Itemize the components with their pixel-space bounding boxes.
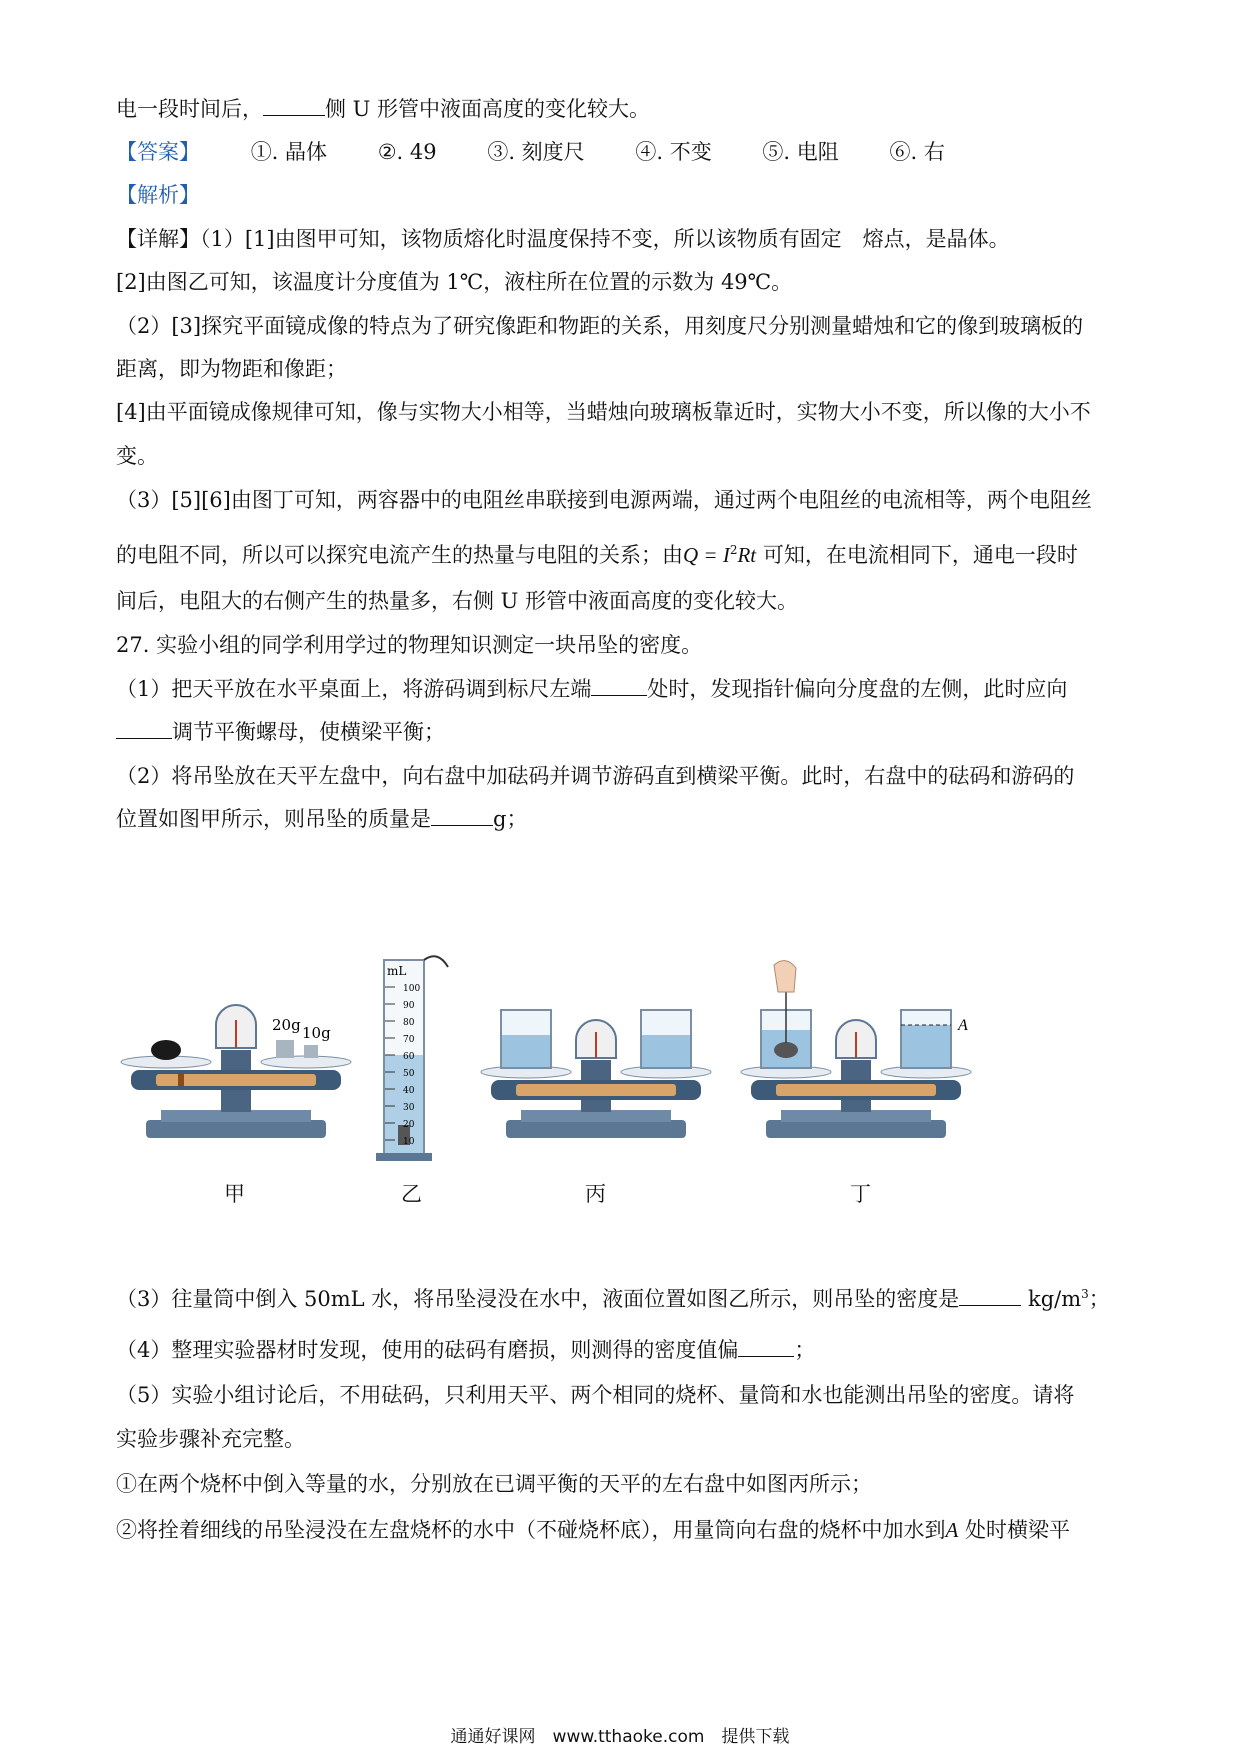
text-line (116, 95, 650, 123)
cylinder-tick-label: 80 (403, 1018, 415, 1028)
blank (959, 1285, 1021, 1306)
answer-item: ②. 49 (377, 140, 437, 164)
question-line (116, 1280, 1110, 1313)
text: 调节平衡螺母，使横梁平衡； (172, 720, 445, 744)
cylinder-unit: mL (387, 964, 407, 978)
cylinder-tick-label: 50 (403, 1069, 415, 1079)
detail-line: 间后，电阻大的右侧产生的热量多，右侧 U 形管中液面高度的变化较大。 (116, 589, 799, 613)
analysis-label: 【解析】 (116, 183, 200, 207)
blank (263, 95, 325, 116)
detail-line: [2]由图乙可知，该温度计分度值为 1℃，液柱所在位置的示数为 49℃。 (116, 270, 793, 294)
pendant-submerged (774, 1042, 798, 1058)
weight-20g-label: 20g (272, 1016, 301, 1034)
question-line: 实验步骤补充完整。 (116, 1427, 305, 1451)
blank (591, 675, 647, 696)
mark-A: A (945, 1518, 959, 1542)
weight-10g (304, 1045, 318, 1058)
cylinder-tick-label: 10 (403, 1137, 415, 1147)
figure-label-ding: 丁 (850, 1182, 871, 1206)
rider (178, 1074, 184, 1086)
left-water (502, 1035, 550, 1067)
detail-line: 变。 (116, 444, 158, 468)
blank (738, 1336, 794, 1357)
answer-item: ④. 不变 (635, 140, 712, 164)
question-line (116, 1336, 815, 1364)
step-line: ①在两个烧杯中倒入等量的水，分别放在已调平衡的天平的左右盘中如图丙所示； (116, 1472, 872, 1496)
weight-10g-label: 10g (302, 1024, 331, 1042)
text: 侧 U 形管中液面高度的变化较大。 (325, 97, 651, 121)
cylinder-tick-label: 100 (403, 984, 421, 994)
detail-line: 距离，即为物距和像距； (116, 357, 347, 381)
cylinder-tick-label: 90 (403, 1001, 415, 1011)
text: g； (493, 807, 528, 831)
cylinder-tick-label: 70 (403, 1035, 415, 1045)
formula: Rt (737, 543, 757, 567)
detail-line: 【详解】（1）[1]由图甲可知，该物质熔化时温度保持不变，所以该物质有固定 熔点，是晶体。 (116, 227, 1010, 251)
question-line (116, 805, 527, 833)
answer-item: ⑥. 右 (889, 140, 945, 164)
text: 的电阻不同，所以可以探究电流产生的热量与电阻的关系；由 (116, 543, 683, 567)
footer: 通通好课网 www.tthaoke.com 提供下载 (450, 1727, 790, 1747)
question-title: 27. 实验小组的同学利用学过的物理知识测定一块吊坠的密度。 (116, 633, 703, 657)
step-line (116, 1516, 1070, 1544)
question-line (116, 718, 445, 746)
cylinder-tick-label: 20 (403, 1120, 415, 1130)
answer-item: ⑤. 电阻 (762, 140, 839, 164)
blank (431, 805, 493, 826)
question-line (116, 675, 1067, 703)
cylinder-tick-label: 60 (403, 1052, 415, 1062)
text: ； (794, 1338, 816, 1362)
answer-item: ③. 刻度尺 (487, 140, 585, 164)
text: （4）整理实验器材时发现，使用的砝码有磨损，则测得的密度值偏 (116, 1338, 739, 1362)
pendant (151, 1040, 181, 1060)
weight-20g (276, 1040, 294, 1058)
text: 电一段时间后， (116, 97, 263, 121)
detail-line: （3）[5][6]由图丁可知，两容器中的电阻丝串联接到电源两端，通过两个电阻丝的电流相等，两个电阻丝 (116, 488, 1092, 512)
balance-scale-bar (516, 1084, 676, 1096)
hand (774, 961, 796, 992)
cylinder-tick-label: 30 (403, 1103, 415, 1113)
detail-line: [4]由平面镜成像规律可知，像与实物大小相等，当蜡烛向玻璃板靠近时，实物大小不变，所以像的大小不 (116, 400, 1091, 424)
balance-figure-bing (476, 1000, 716, 1165)
right-water (642, 1035, 690, 1067)
superscript: 2 (729, 543, 738, 557)
figure-label-yi: 乙 (401, 1182, 422, 1206)
balance-figure-jia (116, 950, 356, 1165)
text: （1）把天平放在水平桌面上，将游码调到标尺左端 (116, 677, 592, 701)
answer-line (116, 138, 945, 166)
balance-scale-bar (776, 1084, 936, 1096)
cylinder-tick-label: 40 (403, 1086, 415, 1096)
mark-A-label: A (958, 1017, 968, 1034)
unit: kg/m (1027, 1287, 1082, 1311)
balance-base (766, 1120, 946, 1138)
detail-line (116, 536, 1078, 569)
text: 处时横梁平 (958, 1518, 1071, 1542)
cylinder-base (376, 1153, 432, 1161)
detail-line: （2）[3]探究平面镜成像的特点为了研究像距和物距的关系，用刻度尺分别测量蜡烛和它的像到玻璃板的 (116, 314, 1084, 338)
figure-label-bing: 丙 (585, 1182, 606, 1206)
text: 可知，在电流相同下，通电一段时 (756, 543, 1078, 567)
question-line: （5）实验小组讨论后，不用砝码，只利用天平、两个相同的烧杯、量筒和水也能测出吊坠的密度。请将 (116, 1383, 1075, 1407)
superscript: 3 (1081, 1287, 1089, 1301)
answer-item: ①. 晶体 (250, 140, 328, 164)
text: ； (1088, 1287, 1110, 1311)
text: （3）往量筒中倒入 50mL 水，将吊坠浸没在水中，液面位置如图乙所示，则吊坠的密度是 (116, 1287, 960, 1311)
question-line: （2）将吊坠放在天平左盘中，向右盘中加砝码并调节游码直到横梁平衡。此时，右盘中的砝码和游码的 (116, 764, 1075, 788)
formula: Q = I (683, 543, 730, 567)
text: 位置如图甲所示，则吊坠的质量是 (116, 807, 431, 831)
thread (424, 956, 448, 967)
text: 处时，发现指针偏向分度盘的左侧，此时应向 (647, 677, 1068, 701)
figure-label-jia: 甲 (224, 1182, 245, 1206)
right-water (902, 1025, 950, 1067)
cylinder-figure-yi (376, 955, 466, 1165)
balance-base (146, 1120, 326, 1138)
blank (116, 718, 172, 739)
answer-label: 【答案】 (116, 140, 200, 164)
balance-figure-ding (736, 950, 976, 1165)
balance-base (506, 1120, 686, 1138)
text: ②将拴着细线的吊坠浸没在左盘烧杯的水中（不碰烧杯底），用量筒向右盘的烧杯中加水到 (116, 1518, 946, 1542)
